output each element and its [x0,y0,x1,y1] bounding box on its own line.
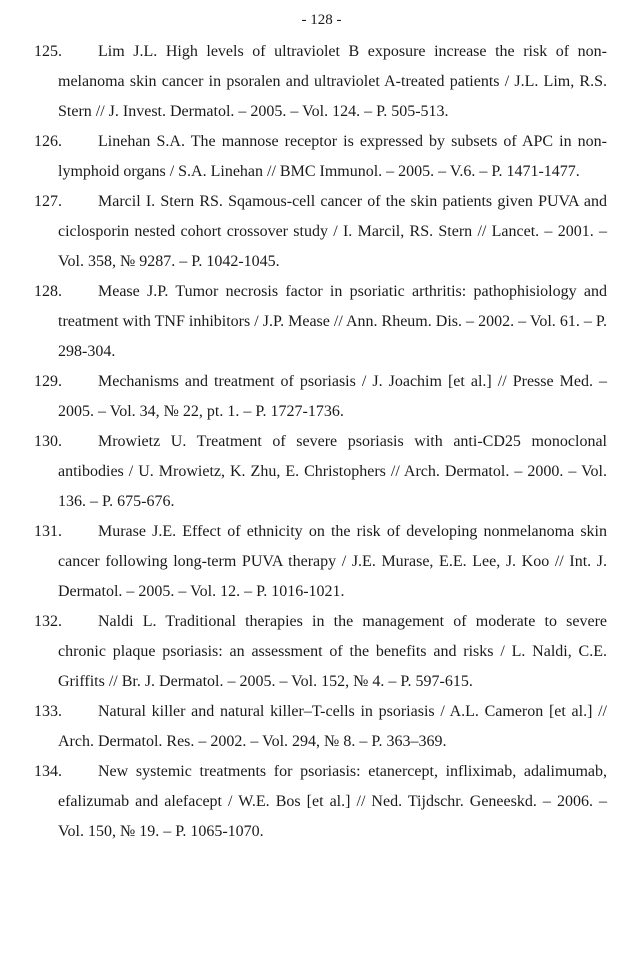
reference-item [0,757,643,847]
reference-number: 130. [34,433,62,450]
reference-item [0,187,643,277]
reference-number: 132. [34,613,62,630]
reference-text: Natural killer and natural killer–T-cells in psoriasis / A.L. Cameron [et al.] // Arch. Dermatol. Res. – 2002. – Vol. 294, № 8. – P. 363–369. [58,703,607,750]
reference-item [0,517,643,607]
reference-number: 128. [34,283,62,300]
reference-item [0,427,643,517]
reference-item [0,697,643,757]
reference-item [0,367,643,427]
reference-number: 126. [34,133,62,150]
reference-text: Naldi L. Traditional therapies in the management of moderate to severe chronic plaque psoriasis: an assessment of the benefits and risks / L. Naldi, C.E. Griffits // Br. J. Dermatol. – 2005. – Vol. 152, № 4. – P. 597-615. [58,613,607,690]
reference-item [0,277,643,367]
reference-number: 127. [34,193,62,210]
reference-text: Mechanisms and treatment of psoriasis / J. Joachim [et al.] // Presse Med. – 2005. – Vol. 34, № 22, pt. 1. – P. 1727-1736. [58,373,607,420]
reference-number: 129. [34,373,62,390]
reference-number: 133. [34,703,62,720]
reference-text: New systemic treatments for psoriasis: etanercept, infliximab, adalimumab, efalizumab and alefacept / W.E. Bos [et al.] // Ned. Tijdschr. Geneeskd. – 2006. – Vol. 150, № 19. – P. 1065-1070. [58,763,607,840]
reference-text: Mrowietz U. Treatment of severe psoriasis with anti-CD25 monoclonal antibodies / U. Mrowietz, K. Zhu, E. Christophers // Arch. Dermatol. – 2000. – Vol. 136. – P. 675-676. [58,433,607,510]
reference-number: 125. [34,43,62,60]
reference-list [0,37,643,847]
reference-text: Linehan S.A. The mannose receptor is expressed by subsets of APC in non-lymphoid organs / S.A. Linehan // BMC Immunol. – 2005. – V.6. – P. 1471-1477. [58,133,607,180]
reference-number: 131. [34,523,62,540]
reference-text: Marcil I. Stern RS. Sqamous-cell cancer of the skin patients given PUVA and ciclosporin nested cohort crossover study / I. Marcil, RS. Stern // Lancet. – 2001. – Vol. 358, № 9287. – P. 1042-1045. [58,193,607,270]
reference-item [0,127,643,187]
reference-text: Murase J.E. Effect of ethnicity on the risk of developing nonmelanoma skin cancer following long-term PUVA therapy / J.E. Murase, E.E. Lee, J. Koo // Int. J. Dermatol. – 2005. – Vol. 12. – P. 1016-1021. [58,523,607,600]
page-number: - 128 - [301,12,342,28]
reference-number: 134. [34,763,62,780]
reference-item [0,37,643,127]
reference-text: Mease J.P. Tumor necrosis factor in psoriatic arthritis: pathophisiology and treatment with TNF inhibitors / J.P. Mease // Ann. Rheum. Dis. – 2002. – Vol. 61. – P. 298-304. [58,283,607,360]
reference-text: Lim J.L. High levels of ultraviolet B exposure increase the risk of non-melanoma skin cancer in psoralen and ultraviolet A-treated patients / J.L. Lim, R.S. Stern // J. Invest. Dermatol. – 2005. – Vol. 124. – P. 505-513. [58,43,607,120]
reference-item [0,607,643,697]
